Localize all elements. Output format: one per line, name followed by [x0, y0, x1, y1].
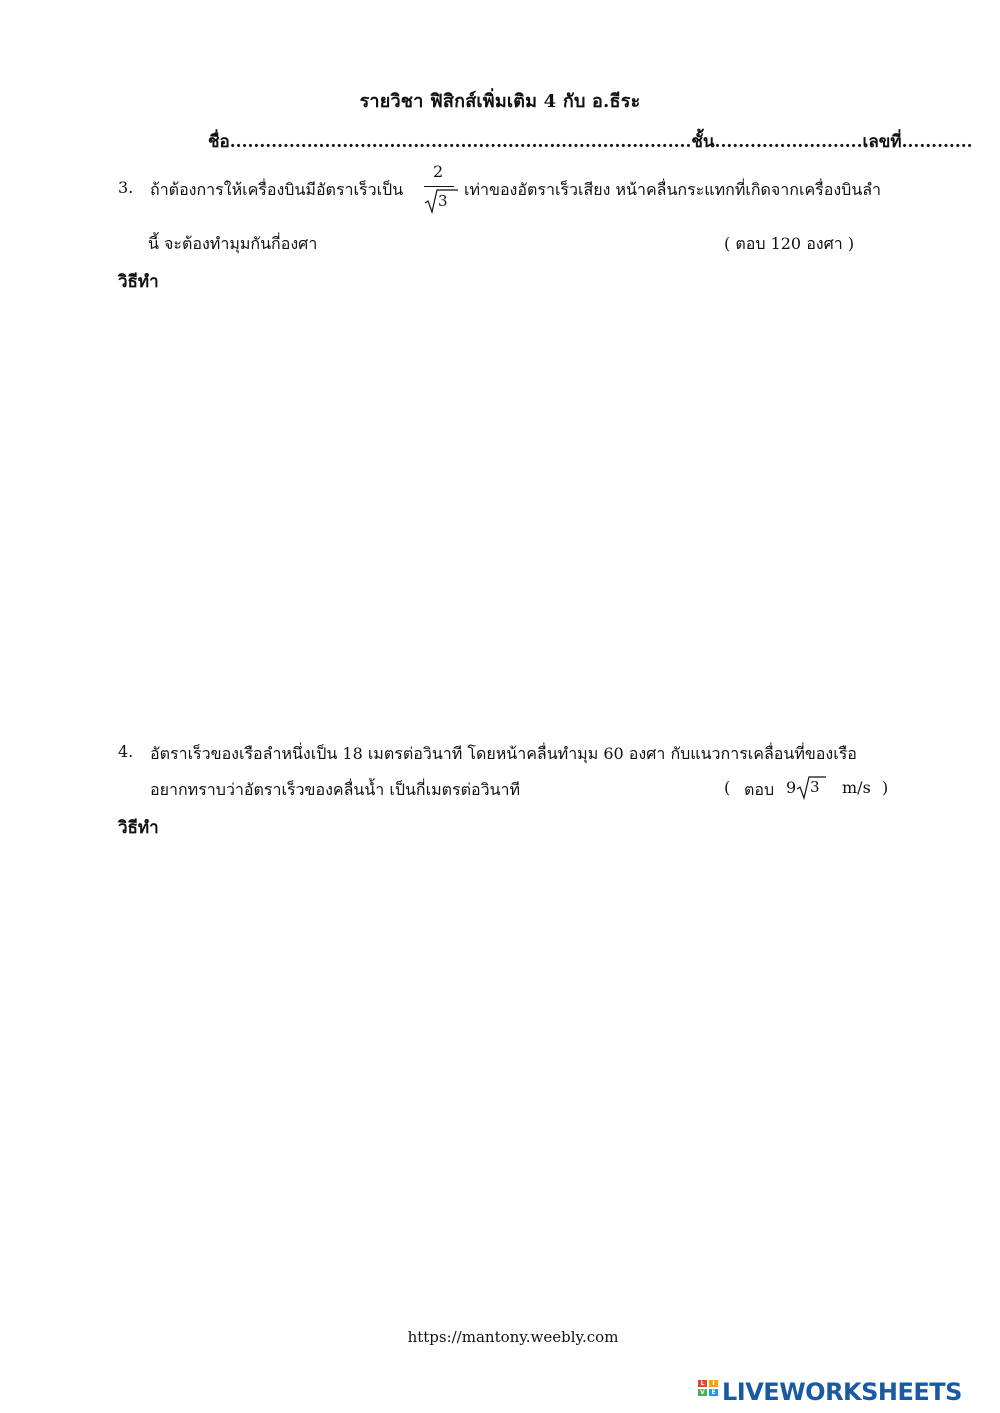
question-text: ถ้าต้องการให้เครื่องบินมีอัตราเร็วเป็น: [150, 180, 404, 199]
logo-block: L: [698, 1380, 707, 1387]
logo-block: I: [709, 1380, 718, 1387]
fraction-bar: [424, 186, 454, 187]
student-info-line: ชื่อ..............................................................................ชั้น.........................เลขที่............: [208, 132, 973, 152]
answer-word: ตอบ: [744, 780, 775, 799]
question-number: 3.: [118, 178, 134, 197]
footer-url: https://mantony.weebly.com: [407, 1328, 619, 1346]
answer-unit: m/s: [842, 778, 871, 797]
logo-text: LIVEWORKSHEETS: [722, 1378, 962, 1406]
answer-hint: [724, 778, 894, 802]
page-title: รายวิชา ฟิสิกส์เพิ่มเติม 4 กับ อ.ธีระ: [359, 91, 641, 112]
answer-hint: ( ตอบ 120 องศา ): [724, 234, 855, 253]
fraction-numerator: 2: [433, 162, 444, 181]
question-number: 4.: [118, 742, 134, 761]
logo-block: V: [698, 1389, 707, 1396]
method-label: วิธีทำ: [118, 818, 159, 838]
question-text-continued: เท่าของอัตราเร็วเสียง หน้าคลื่นกระแทกที่เกิดจากเครื่องบินลำ: [464, 180, 882, 199]
answer-close-paren: ): [882, 778, 889, 797]
question-3-line-1: [118, 162, 918, 218]
square-root-symbol: [796, 774, 826, 800]
answer-coefficient: 9: [786, 778, 797, 797]
answer-open-paren: (: [724, 778, 731, 797]
fraction-two-over-root-three: [420, 162, 456, 220]
question-text: อยากทราบว่าอัตราเร็วของคลื่นน้ำ เป็นกี่เมตรต่อวินาที: [150, 780, 521, 799]
logo-blocks-icon: [698, 1380, 720, 1406]
radicand: 3: [438, 192, 448, 210]
method-label: วิธีทำ: [118, 272, 159, 292]
logo-block: E: [709, 1389, 718, 1396]
radicand: 3: [810, 778, 820, 796]
question-text: นี้ จะต้องทำมุมกันกี่องศา: [148, 234, 318, 253]
square-root-symbol: [424, 188, 456, 214]
question-text: อัตราเร็วของเรือลำหนึ่งเป็น 18 เมตรต่อวินาที โดยหน้าคลื่นทำมุม 60 องศา กับแนวการเคลื่อนที่ของเรือ: [150, 744, 857, 763]
liveworksheets-logo[interactable]: [698, 1378, 994, 1408]
